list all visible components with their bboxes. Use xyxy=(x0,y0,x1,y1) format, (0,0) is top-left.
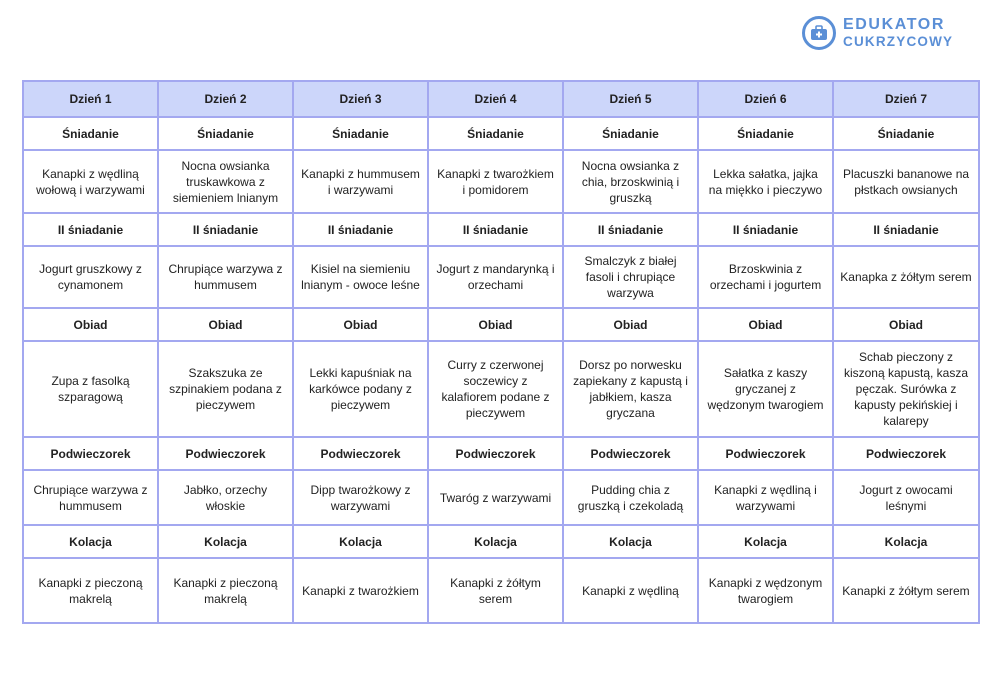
meal-label: Śniadanie xyxy=(833,117,979,150)
meal-label: Podwieczorek xyxy=(158,437,293,470)
meal-label: Kolacja xyxy=(158,525,293,558)
meal-label: Kolacja xyxy=(698,525,833,558)
meal-item: Kanapki z wędliną wołową i warzywami xyxy=(23,150,158,213)
meal-label-row xyxy=(23,308,979,341)
meal-item: Kanapki z wędliną i warzywami xyxy=(698,470,833,525)
meal-label: Śniadanie xyxy=(158,117,293,150)
meal-label: Podwieczorek xyxy=(833,437,979,470)
meal-item: Placuszki bananowe na płstkach owsianych xyxy=(833,150,979,213)
meal-item: Curry z czerwonej soczewicy z kalafiorem podane z pieczywem xyxy=(428,341,563,437)
brand-line-2: CUKRZYCOWY xyxy=(843,34,954,49)
meal-items-row xyxy=(23,558,979,623)
meal-item: Kanapki z twarożkiem xyxy=(293,558,428,623)
meal-item: Jogurt z mandarynką i orzechami xyxy=(428,246,563,308)
meal-plan-table xyxy=(22,80,980,624)
meal-label: Kolacja xyxy=(23,525,158,558)
meal-item: Dipp twarożkowy z warzywami xyxy=(293,470,428,525)
meal-label: Podwieczorek xyxy=(698,437,833,470)
meal-label: Podwieczorek xyxy=(428,437,563,470)
meal-item: Nocna owsianka z chia, brzoskwinią i gruszką xyxy=(563,150,698,213)
meal-item: Kanapki z wędliną xyxy=(563,558,698,623)
meal-label-row xyxy=(23,213,979,246)
meal-item: Kanapki z wędzonym twarogiem xyxy=(698,558,833,623)
meal-item: Kanapka z żółtym serem xyxy=(833,246,979,308)
meal-item: Lekki kapuśniak na karkówce podany z pieczywem xyxy=(293,341,428,437)
day-header: Dzień 3 xyxy=(293,81,428,117)
meal-label: Podwieczorek xyxy=(563,437,698,470)
meal-label: Obiad xyxy=(293,308,428,341)
meal-label: Obiad xyxy=(563,308,698,341)
meal-items-row xyxy=(23,150,979,213)
meal-label: Kolacja xyxy=(563,525,698,558)
meal-item: Twaróg z warzywami xyxy=(428,470,563,525)
meal-items-row xyxy=(23,246,979,308)
meal-item: Nocna owsianka truskawkowa z siemieniem lnianym xyxy=(158,150,293,213)
brand-line-1: EDUKATOR xyxy=(843,16,945,33)
meal-label: II śniadanie xyxy=(158,213,293,246)
meal-label-row xyxy=(23,437,979,470)
day-header: Dzień 7 xyxy=(833,81,979,117)
meal-label: Śniadanie xyxy=(563,117,698,150)
meal-label: Podwieczorek xyxy=(293,437,428,470)
meal-item: Smalczyk z białej fasoli i chrupiące warzywa xyxy=(563,246,698,308)
meal-label: Obiad xyxy=(698,308,833,341)
brand-name xyxy=(843,16,953,50)
meal-items-row xyxy=(23,470,979,525)
meal-label: Śniadanie xyxy=(698,117,833,150)
meal-item: Sałatka z kaszy gryczanej z wędzonym twarogiem xyxy=(698,341,833,437)
day-header: Dzień 5 xyxy=(563,81,698,117)
meal-item: Kanapki z pieczoną makrelą xyxy=(23,558,158,623)
meal-label: Obiad xyxy=(158,308,293,341)
meal-label: II śniadanie xyxy=(428,213,563,246)
meal-item: Lekka sałatka, jajka na miękko i pieczywo xyxy=(698,150,833,213)
meal-item: Szakszuka ze szpinakiem podana z pieczywem xyxy=(158,341,293,437)
meal-label: II śniadanie xyxy=(698,213,833,246)
meal-item: Zupa z fasolką szparagową xyxy=(23,341,158,437)
meal-item: Kanapki z twarożkiem i pomidorem xyxy=(428,150,563,213)
meal-label-row xyxy=(23,525,979,558)
meal-label: Kolacja xyxy=(833,525,979,558)
meal-label: II śniadanie xyxy=(833,213,979,246)
day-header: Dzień 2 xyxy=(158,81,293,117)
meal-label-row xyxy=(23,117,979,150)
day-header: Dzień 1 xyxy=(23,81,158,117)
medical-bag-icon xyxy=(802,16,836,50)
day-header: Dzień 6 xyxy=(698,81,833,117)
meal-label: Śniadanie xyxy=(293,117,428,150)
meal-item: Jogurt z owocami leśnymi xyxy=(833,470,979,525)
meal-item: Brzoskwinia z orzechami i jogurtem xyxy=(698,246,833,308)
meal-label: Kolacja xyxy=(293,525,428,558)
meal-label: Obiad xyxy=(428,308,563,341)
meal-item: Kanapki z hummusem i warzywami xyxy=(293,150,428,213)
meal-label: II śniadanie xyxy=(293,213,428,246)
meal-items-row xyxy=(23,341,979,437)
meal-item: Jogurt gruszkowy z cynamonem xyxy=(23,246,158,308)
meal-item: Pudding chia z gruszką i czekoladą xyxy=(563,470,698,525)
meal-label: Obiad xyxy=(23,308,158,341)
meal-item: Kanapki z żółtym serem xyxy=(428,558,563,623)
meal-label: Śniadanie xyxy=(23,117,158,150)
meal-item: Kanapki z żółtym serem xyxy=(833,558,979,623)
meal-label: Podwieczorek xyxy=(23,437,158,470)
meal-item: Dorsz po norwesku zapiekany z kapustą i jabłkiem, kasza gryczana xyxy=(563,341,698,437)
meal-item: Chrupiące warzywa z hummusem xyxy=(23,470,158,525)
meal-label: II śniadanie xyxy=(23,213,158,246)
meal-label: Śniadanie xyxy=(428,117,563,150)
meal-item: Jabłko, orzechy włoskie xyxy=(158,470,293,525)
day-header: Dzień 4 xyxy=(428,81,563,117)
meal-item: Schab pieczony z kiszoną kapustą, kasza pęczak. Surówka z kapusty pekińskiej i kalarepy xyxy=(833,341,979,437)
meal-item: Chrupiące warzywa z hummusem xyxy=(158,246,293,308)
meal-label: Kolacja xyxy=(428,525,563,558)
brand-logo xyxy=(802,16,953,50)
meal-item: Kisiel na siemieniu lnianym - owoce leśne xyxy=(293,246,428,308)
day-header-row xyxy=(23,81,979,117)
meal-label: Obiad xyxy=(833,308,979,341)
meal-item: Kanapki z pieczoną makrelą xyxy=(158,558,293,623)
meal-label: II śniadanie xyxy=(563,213,698,246)
